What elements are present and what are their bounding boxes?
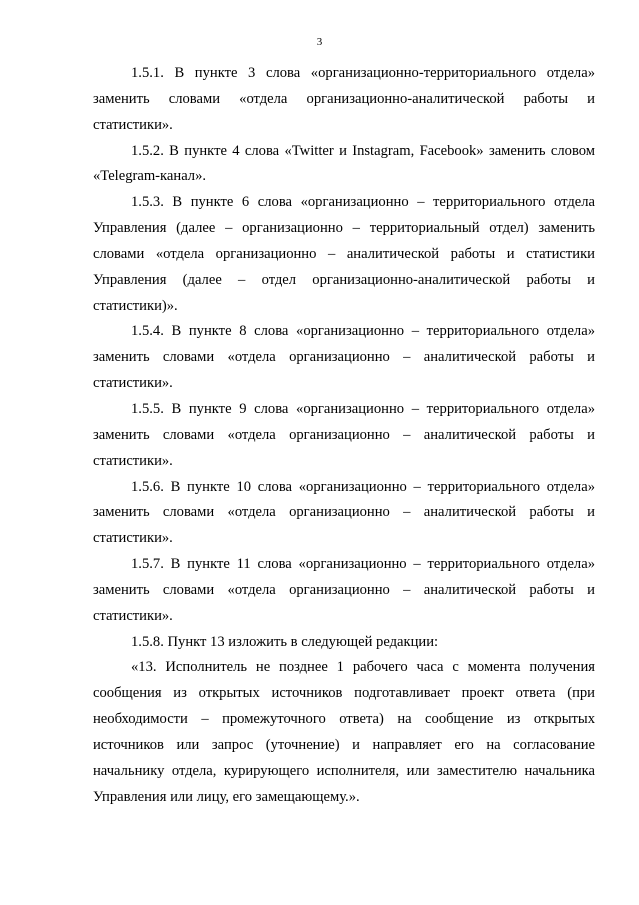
paragraph-1-5-3: 1.5.3. В пункте 6 слова «организационно – территориального отдела Управления (далее – организационно – территориальный отдел) заменить словами «отдела организационно – аналитической работы и статистики Управления (далее – отдел организационно-аналитической работы и статистики)». (93, 194, 595, 314)
paragraph-1-5-8: 1.5.8. Пункт 13 изложить в следующей редакции: (131, 633, 439, 650)
paragraph-1-5-2: 1.5.2. В пункте 4 слова «Twitter и Instagram, Facebook» заменить словом «Telegram-канал». (93, 142, 595, 185)
document-body (93, 61, 595, 810)
paragraph-1-5-6: 1.5.6. В пункте 10 слова «организационно – территориального отдела» заменить словами «отдела организационно – аналитической работы и статистики». (93, 478, 595, 547)
paragraph-1-5-1: 1.5.1. В пункте 3 слова «организационно-территориального отдела» заменить словами «отдела организационно-аналитической работы и статистики». (93, 65, 595, 133)
paragraph-1-5-7: 1.5.7. В пункте 11 слова «организационно – территориального отдела» заменить словами «отдела организационно – аналитической работы и статистики». (93, 556, 595, 624)
page-number: 3 (316, 36, 323, 48)
paragraph-1-5-5: 1.5.5. В пункте 9 слова «организационно – территориального отдела» заменить словами «отдела организационно – аналитической работы и статистики». (93, 400, 595, 469)
paragraph-item-13-text: «13. Исполнитель не позднее 1 рабочего часа с момента получения сообщения из открытых источников подготавливает проект ответа (при необходимости – промежуточного ответа) на сообщение из открытых источников или запрос (уточнение) и направляет его на согласование начальнику отдела, курирующего исполнителя, или заместителю начальника Управления или лицу, его замещающему.». (93, 659, 595, 805)
paragraph-1-5-4: 1.5.4. В пункте 8 слова «организационно – территориального отдела» заменить словами «отдела организационно – аналитической работы и статистики». (93, 323, 595, 392)
